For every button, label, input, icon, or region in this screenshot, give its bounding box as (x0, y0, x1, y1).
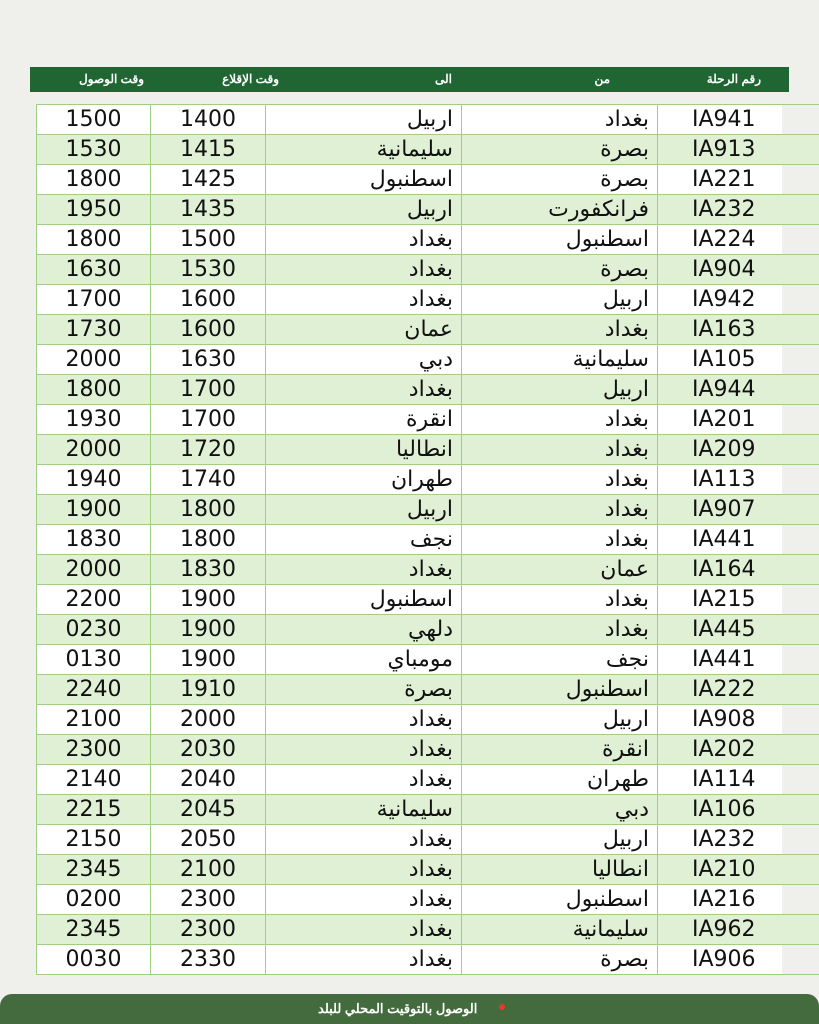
arrival-time-cell: 2140 (37, 765, 151, 795)
flight-number-cell: IA441 (658, 645, 819, 675)
flight-number-cell: IA232 (658, 195, 819, 225)
departure-time-cell: 2045 (151, 795, 266, 825)
departure-time-cell: 2100 (151, 855, 266, 885)
arrival-time-cell: 2240 (37, 675, 151, 705)
arrival-time-cell: 1950 (37, 195, 151, 225)
destination-cell: بغداد (266, 285, 462, 315)
flight-number-cell: IA904 (658, 255, 819, 285)
table-row (37, 315, 819, 345)
flight-number-cell: IA224 (658, 225, 819, 255)
header-to: الى (435, 72, 452, 86)
table-row (37, 915, 819, 945)
origin-cell: بغداد (462, 105, 658, 135)
destination-cell: بغداد (266, 225, 462, 255)
origin-cell: انطاليا (462, 855, 658, 885)
destination-cell: بغداد (266, 825, 462, 855)
table-row (37, 615, 819, 645)
destination-cell: طهران (266, 465, 462, 495)
departure-time-cell: 2030 (151, 735, 266, 765)
table-row (37, 375, 819, 405)
table-row (37, 825, 819, 855)
destination-cell: بغداد (266, 255, 462, 285)
destination-cell: بصرة (266, 675, 462, 705)
flight-number-cell: IA216 (658, 885, 819, 915)
destination-cell: بغداد (266, 945, 462, 975)
arrival-time-cell: 1630 (37, 255, 151, 285)
departure-time-cell: 1530 (151, 255, 266, 285)
table-row (37, 105, 819, 135)
table-row (37, 945, 819, 975)
arrival-time-cell: 0230 (37, 615, 151, 645)
departure-time-cell: 2040 (151, 765, 266, 795)
origin-cell: اربيل (462, 705, 658, 735)
departure-time-cell: 2000 (151, 705, 266, 735)
flight-number-cell: IA445 (658, 615, 819, 645)
origin-cell: بصرة (462, 165, 658, 195)
destination-cell: بغداد (266, 705, 462, 735)
arrival-time-cell: 1940 (37, 465, 151, 495)
arrival-time-cell: 1500 (37, 105, 151, 135)
table-row (37, 795, 819, 825)
header-flight-number: رقم الرحلة (706, 72, 761, 86)
arrival-time-cell: 2000 (37, 435, 151, 465)
flight-number-cell: IA202 (658, 735, 819, 765)
departure-time-cell: 1740 (151, 465, 266, 495)
origin-cell: بغداد (462, 405, 658, 435)
origin-cell: بغداد (462, 315, 658, 345)
origin-cell: اربيل (462, 375, 658, 405)
origin-cell: بصرة (462, 135, 658, 165)
departure-time-cell: 1800 (151, 495, 266, 525)
arrival-time-cell: 0130 (37, 645, 151, 675)
origin-cell: اربيل (462, 825, 658, 855)
table-row (37, 705, 819, 735)
departure-time-cell: 1800 (151, 525, 266, 555)
destination-cell: بغداد (266, 915, 462, 945)
origin-cell: بغداد (462, 495, 658, 525)
table-row (37, 435, 819, 465)
flight-number-cell: IA944 (658, 375, 819, 405)
table-row (37, 675, 819, 705)
table-row (37, 135, 819, 165)
departure-time-cell: 1900 (151, 615, 266, 645)
destination-cell: دلهي (266, 615, 462, 645)
arrival-time-cell: 1930 (37, 405, 151, 435)
departure-time-cell: 1400 (151, 105, 266, 135)
flight-number-cell: IA942 (658, 285, 819, 315)
departure-time-cell: 1900 (151, 585, 266, 615)
destination-cell: دبي (266, 345, 462, 375)
flight-schedule-table (36, 104, 782, 975)
departure-time-cell: 1900 (151, 645, 266, 675)
origin-cell: اربيل (462, 285, 658, 315)
destination-cell: سليمانية (266, 795, 462, 825)
table-row (37, 585, 819, 615)
header-from: من (594, 72, 610, 86)
origin-cell: انقرة (462, 735, 658, 765)
arrival-time-cell: 0200 (37, 885, 151, 915)
origin-cell: بصرة (462, 255, 658, 285)
departure-time-cell: 1600 (151, 315, 266, 345)
flight-number-cell: IA906 (658, 945, 819, 975)
table-row (37, 285, 819, 315)
departure-time-cell: 1600 (151, 285, 266, 315)
departure-time-cell: 2300 (151, 915, 266, 945)
origin-cell: نجف (462, 645, 658, 675)
arrival-time-cell: 2345 (37, 915, 151, 945)
origin-cell: بغداد (462, 465, 658, 495)
arrival-time-cell: 2150 (37, 825, 151, 855)
table-row (37, 345, 819, 375)
footer-bar (0, 994, 819, 1024)
destination-cell: اسطنبول (266, 585, 462, 615)
arrival-time-cell: 1530 (37, 135, 151, 165)
arrival-time-cell: 1900 (37, 495, 151, 525)
departure-time-cell: 1700 (151, 405, 266, 435)
arrival-time-cell: 1830 (37, 525, 151, 555)
flight-number-cell: IA941 (658, 105, 819, 135)
flight-number-cell: IA913 (658, 135, 819, 165)
departure-time-cell: 1415 (151, 135, 266, 165)
arrival-time-cell: 1800 (37, 165, 151, 195)
table-row (37, 405, 819, 435)
departure-time-cell: 2050 (151, 825, 266, 855)
arrival-time-cell: 0030 (37, 945, 151, 975)
departure-time-cell: 2300 (151, 885, 266, 915)
origin-cell: سليمانية (462, 345, 658, 375)
arrival-time-cell: 2345 (37, 855, 151, 885)
arrival-time-cell: 1700 (37, 285, 151, 315)
flight-number-cell: IA441 (658, 525, 819, 555)
table-row (37, 885, 819, 915)
flight-number-cell: IA232 (658, 825, 819, 855)
destination-cell: اربيل (266, 495, 462, 525)
flight-number-cell: IA210 (658, 855, 819, 885)
departure-time-cell: 1720 (151, 435, 266, 465)
origin-cell: دبي (462, 795, 658, 825)
origin-cell: عمان (462, 555, 658, 585)
flight-number-cell: IA962 (658, 915, 819, 945)
destination-cell: بغداد (266, 555, 462, 585)
header-departure-time: وقت الإقلاع (222, 72, 279, 86)
flight-number-cell: IA163 (658, 315, 819, 345)
origin-cell: بغداد (462, 435, 658, 465)
origin-cell: بغداد (462, 615, 658, 645)
origin-cell: اسطنبول (462, 675, 658, 705)
arrival-time-cell: 1800 (37, 375, 151, 405)
footer-note: الوصول بالتوقيت المحلي للبلد (318, 1001, 478, 1016)
arrival-time-cell: 2200 (37, 585, 151, 615)
table-header-bar (30, 67, 789, 92)
origin-cell: اسطنبول (462, 225, 658, 255)
flight-number-cell: IA113 (658, 465, 819, 495)
arrival-time-cell: 2215 (37, 795, 151, 825)
destination-cell: عمان (266, 315, 462, 345)
destination-cell: اسطنبول (266, 165, 462, 195)
origin-cell: بغداد (462, 585, 658, 615)
arrival-time-cell: 2300 (37, 735, 151, 765)
flight-number-cell: IA105 (658, 345, 819, 375)
arrival-time-cell: 1800 (37, 225, 151, 255)
table-row (37, 495, 819, 525)
origin-cell: طهران (462, 765, 658, 795)
table-row (37, 195, 819, 225)
departure-time-cell: 2330 (151, 945, 266, 975)
table-row (37, 255, 819, 285)
origin-cell: سليمانية (462, 915, 658, 945)
departure-time-cell: 1700 (151, 375, 266, 405)
arrival-time-cell: 2000 (37, 555, 151, 585)
flight-number-cell: IA209 (658, 435, 819, 465)
destination-cell: اربيل (266, 105, 462, 135)
arrival-time-cell: 2100 (37, 705, 151, 735)
flight-number-cell: IA907 (658, 495, 819, 525)
table-row (37, 465, 819, 495)
flight-number-cell: IA215 (658, 585, 819, 615)
origin-cell: بصرة (462, 945, 658, 975)
table-row (37, 525, 819, 555)
departure-time-cell: 1425 (151, 165, 266, 195)
header-arrival-time: وقت الوصول (79, 72, 144, 86)
arrival-time-cell: 1730 (37, 315, 151, 345)
departure-time-cell: 1435 (151, 195, 266, 225)
bullet-dot-icon (499, 1004, 505, 1010)
destination-cell: بغداد (266, 735, 462, 765)
destination-cell: بغداد (266, 885, 462, 915)
table-row (37, 855, 819, 885)
origin-cell: بغداد (462, 525, 658, 555)
departure-time-cell: 1910 (151, 675, 266, 705)
table-row (37, 555, 819, 585)
flight-number-cell: IA114 (658, 765, 819, 795)
flight-number-cell: IA908 (658, 705, 819, 735)
destination-cell: انطاليا (266, 435, 462, 465)
origin-cell: فرانكفورت (462, 195, 658, 225)
flight-number-cell: IA106 (658, 795, 819, 825)
destination-cell: انقرة (266, 405, 462, 435)
table-row (37, 735, 819, 765)
flight-number-cell: IA201 (658, 405, 819, 435)
destination-cell: بغداد (266, 855, 462, 885)
table-row (37, 645, 819, 675)
destination-cell: سليمانية (266, 135, 462, 165)
destination-cell: نجف (266, 525, 462, 555)
arrival-time-cell: 2000 (37, 345, 151, 375)
table-row (37, 765, 819, 795)
table-row (37, 165, 819, 195)
flight-number-cell: IA222 (658, 675, 819, 705)
flight-number-cell: IA221 (658, 165, 819, 195)
origin-cell: اسطنبول (462, 885, 658, 915)
departure-time-cell: 1630 (151, 345, 266, 375)
departure-time-cell: 1830 (151, 555, 266, 585)
destination-cell: اربيل (266, 195, 462, 225)
departure-time-cell: 1500 (151, 225, 266, 255)
destination-cell: بغداد (266, 375, 462, 405)
destination-cell: بغداد (266, 765, 462, 795)
table-row (37, 225, 819, 255)
flight-number-cell: IA164 (658, 555, 819, 585)
destination-cell: مومباي (266, 645, 462, 675)
